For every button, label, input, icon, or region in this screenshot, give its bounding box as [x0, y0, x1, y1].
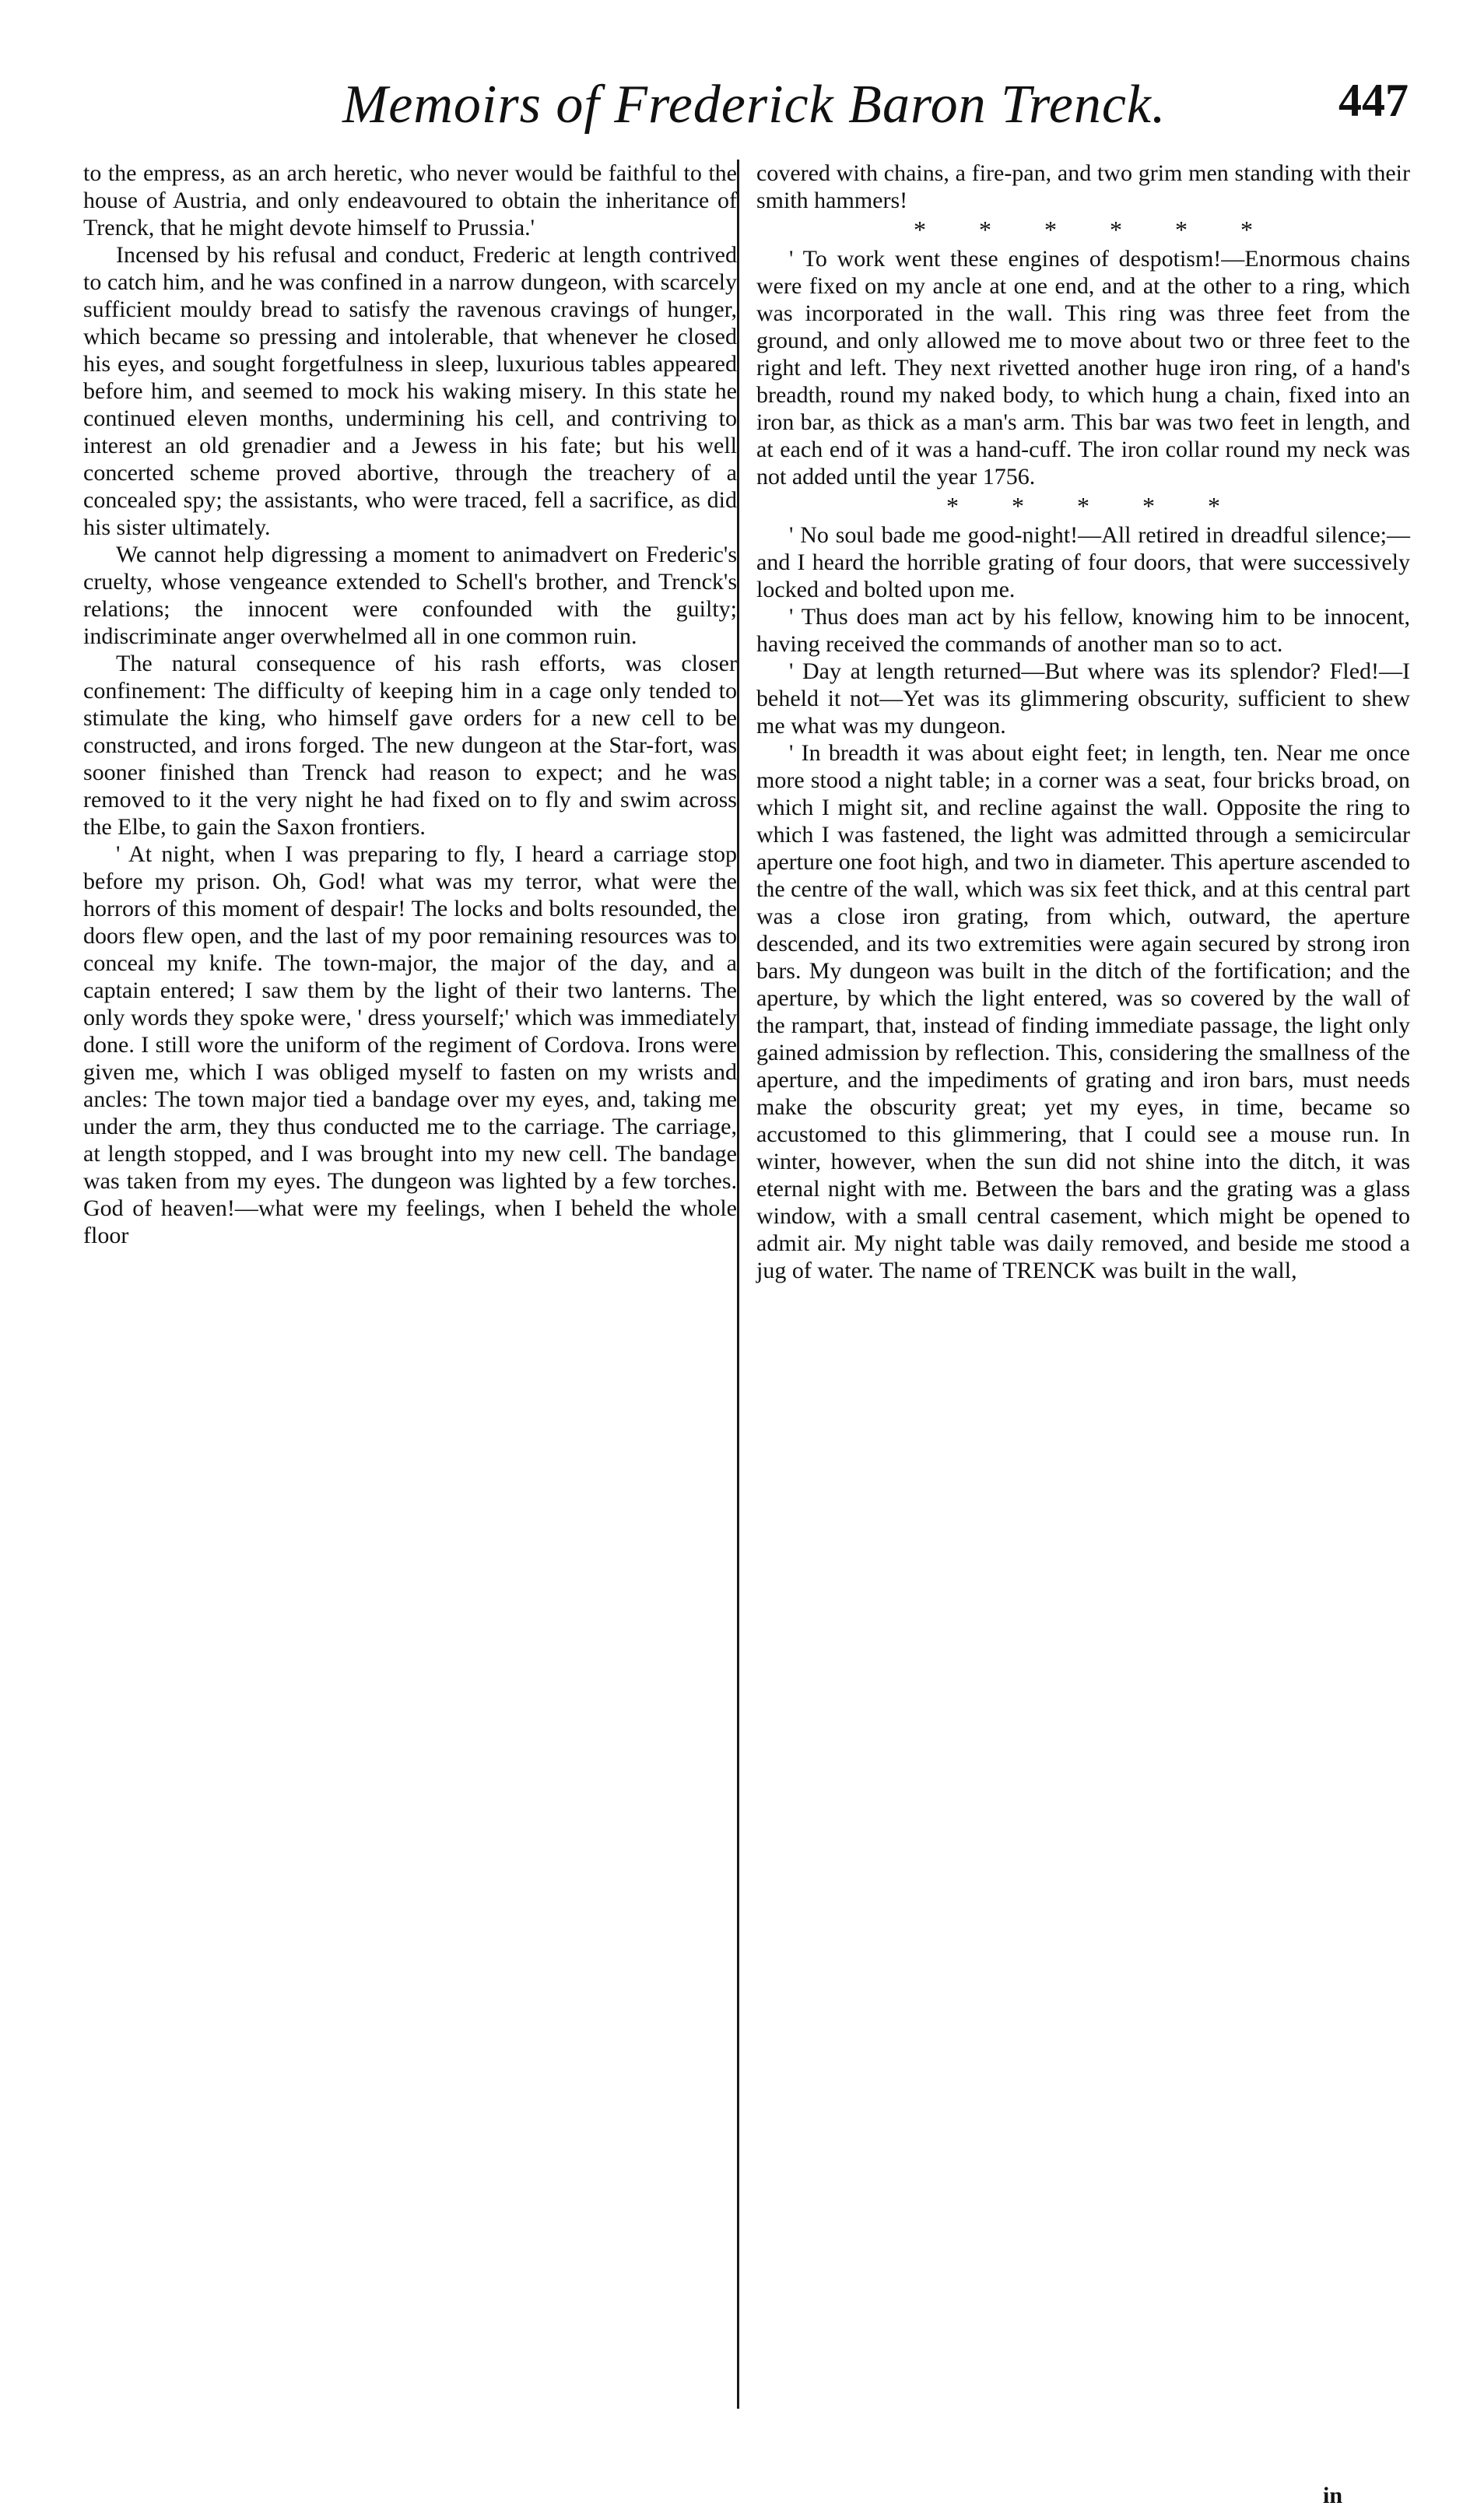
paragraph: The natural consequence of his rash efforts, was closer confinement: The difficulty of keeping him in a cage only tended to stimulate the king, who himself gave orders for a new cell to be constructed, and irons forged. The new dungeon at the Star-fort, was sooner finished than Trenck had reason to expect; and he was removed to it the very night he had fixed on to fly and swim across the Elbe, to gain the Saxon frontiers. [83, 651, 737, 840]
continued-paragraph: to the empress, as an arch heretic, who never would be faithful to the house of Austria, and only endeavoured to obtain the inheritance of Trenck, that he might devote himself to Prussia.' [83, 160, 737, 240]
continued-paragraph: covered with chains, a fire-pan, and two grim men standing with their smith hammers! [756, 160, 1410, 213]
left-column [83, 160, 737, 1249]
page-number: 447 [1338, 75, 1409, 126]
right-column [756, 160, 1410, 1284]
section-break-asterisks: * * * * * [946, 492, 1220, 520]
paragraph: We cannot help digressing a moment to animadvert on Frederic's cruelty, whose vengeance extended to Schell's brother, and Trenck's relations; the innocent were confounded with the guilty; indiscriminate anger overwhelmed all in one common ruin. [83, 542, 737, 649]
paragraph: Incensed by his refusal and conduct, Frederic at length contrived to catch him, and he was confined in a narrow dungeon, with scarcely sufficient mouldy bread to satisfy the ravenous cravings of hunger, which became so pressing and intolerable, that whenever he closed his eyes, and sought forgetfulness in sleep, luxurious tables appeared before him, and seemed to mock his waking misery. In this state he continued eleven months, undermining his cell, and contriving to interest an old grenadier and a Jewess in his fate; but his well concerted scheme proved abortive, through the treachery of a concealed spy; the assistants, who were traced, fell a sacrifice, as did his sister ultimately. [83, 242, 737, 540]
running-title: Memoirs of Frederick Baron Trenck. [342, 75, 1167, 135]
section-break-asterisks: * * * * * * [914, 216, 1253, 244]
catchword: in [1323, 2483, 1343, 2508]
running-head [78, 74, 1409, 160]
paragraph: ' Day at length returned—But where was its splendor? Fled!—I beheld it not—Yet was its glimmering obscurity, sufficient to shew me what was my dungeon. [756, 658, 1410, 739]
paragraph: ' No soul bade me good-night!—All retired in dreadful silence;—and I heard the horrible grating of four doors, that were successively locked and bolted upon me. [756, 522, 1410, 602]
paragraph: ' In breadth it was about eight feet; in length, ten. Near me once more stood a night table; in a corner was a seat, four bricks broad, on which I might sit, and recline against the wall. Opposite the ring to which I was fastened, the light was admitted through a semicircular aperture one foot high, and two in diameter. This aperture ascended to the centre of the wall, which was six feet thick, and at this central part was a close iron grating, from which, outward, the aperture descended, and its two extremities were again secured by strong iron bars. My dungeon was built in the ditch of the fortification; and the aperture, by which the light entered, was so covered by the wall of the rampart, that, instead of finding immediate passage, the light only gained admission by reflection. This, considering the smallness of the aperture, and the impediments of grating and iron bars, must needs make the obscurity great; yet my eyes, in time, became so accustomed to this glimmering, that I could see a mouse run. In winter, however, when the sun did not shine into the ditch, it was eternal night with me. Between the bars and the grating was a glass window, with a small central casement, which might be opened to admit air. My night table was daily removed, and beside me stood a jug of water. The name of TRENCK was built in the wall, [756, 740, 1410, 1283]
column-rule [737, 160, 739, 2409]
paragraph: ' Thus does man act by his fellow, knowing him to be innocent, having received the commands of another man so to act. [756, 604, 1410, 657]
paragraph: ' At night, when I was preparing to fly, I heard a carriage stop before my prison. Oh, God! what was my terror, what were the horrors of this moment of despair! The locks and bolts resounded, the doors flew open, and the last of my poor remaining resources was to conceal my knife. The town-major, the major of the day, and a captain entered; I saw them by the light of their two lanterns. The only words they spoke were, ' dress yourself;' which was immediately done. I still wore the uniform of the regiment of Cordova. Irons were given me, which I was obliged myself to fasten on my wrists and ancles: The town major tied a bandage over my eyes, and, taking me under the arm, they thus conducted me to the carriage. The carriage, at length stopped, and I was brought into my new cell. The bandage was taken from my eyes. The dungeon was lighted by a few torches. God of heaven!—what were my feelings, when I beheld the whole floor [83, 841, 737, 1248]
paragraph: ' To work went these engines of despotism!—Enormous chains were fixed on my ancle at one end, and at the other to a ring, which was incorporated in the wall. This ring was three feet from the ground, and only allowed me to move about two or three feet to the right and left. They next rivetted another huge iron ring, of a hand's breadth, round my naked body, to which hung a chain, fixed into an iron bar, as thick as a man's arm. This bar was two feet in length, and at each end of it was a hand-cuff. The iron collar round my neck was not added until the year 1756. [756, 246, 1410, 490]
